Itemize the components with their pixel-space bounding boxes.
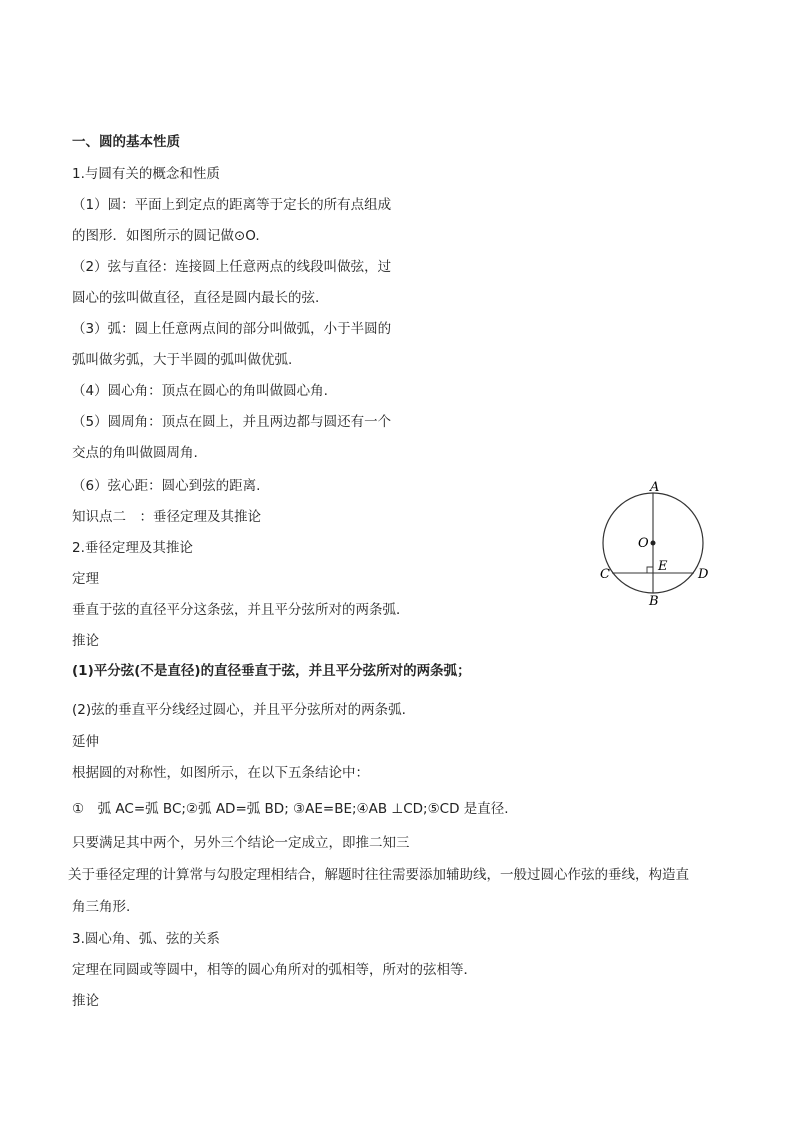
definition-5-line-2: 交点的角叫做圆周角. [72,445,198,461]
theorem-3-text: 定理在同圆或等圆中，相等的圆心角所对的弧相等，所对的弦相等． [72,962,477,978]
label-c: C [600,567,610,582]
corollary-label: 推论 [72,633,99,649]
definition-6: （6）弦心距：圆心到弦的距离. [72,478,261,494]
theorem-text: 垂直于弦的直径平分这条弦，并且平分弦所对的两条弧． [72,602,410,618]
label-d: D [698,567,709,582]
label-b: B [649,594,659,609]
theorem-label: 定理 [72,571,99,587]
label-e: E [658,559,668,574]
two-imply-three: 只要满足其中两个，另外三个结论一定成立，即推二知三 [72,835,410,851]
definition-3-line-1: （3）弧：圆上任意两点间的部分叫做弧，小于半圆的 [72,321,392,337]
right-angle-mark [647,567,653,573]
subsection-title-1: 1.与圆有关的概念和性质 [72,166,220,182]
extension-intro: 根据圆的对称性，如图所示，在以下五条结论中： [72,765,369,781]
label-o: O [638,536,649,551]
subsection-title-2: 2.垂径定理及其推论 [72,540,193,556]
definition-3-line-2: 弧叫做劣弧，大于半圆的弧叫做优弧. [72,352,293,368]
definition-5-line-1: （5）圆周角：顶点在圆上，并且两边都与圆还有一个 [72,414,392,430]
circle-diagram [590,475,720,615]
section-title: 一、圆的基本性质 [72,134,180,150]
subsection-title-3: 3.圆心角、弧、弦的关系 [72,931,220,947]
extension-label: 延伸 [72,734,99,750]
five-conclusions: ① 弧 AC=弧 BC;②弧 AD=弧 BD; ③AE=BE;④AB ⊥CD;⑤CD 是直径. [72,801,509,817]
definition-4: （4）圆心角：顶点在圆心的角叫做圆心角. [72,383,328,399]
definition-2-line-1: （2）弦与直径：连接圆上任意两点的线段叫做弦，过 [72,259,392,275]
calculation-note-line-1: 关于垂径定理的计算常与勾股定理相结合，解题时往往需要添加辅助线，一般过圆心作弦的垂线，构造直 [68,867,689,883]
corollary-2: (2)弦的垂直平分线经过圆心，并且平分弦所对的两条弧. [72,702,406,718]
definition-1-line-1: （1）圆：平面上到定点的距离等于定长的所有点组成 [72,197,392,213]
calculation-note-line-2: 角三角形. [72,899,131,915]
label-a: A [650,480,660,495]
knowledge-point-2: 知识点二 ：垂径定理及其推论 [72,509,261,525]
definition-1-line-2: 的图形．如图所示的圆记做⊙O. [72,228,260,244]
corollary-3-label: 推论 [72,993,99,1009]
corollary-1: (1)平分弦(不是直径)的直径垂直于弦，并且平分弦所对的两条弧； [72,663,471,679]
definition-2-line-2: 圆心的弦叫做直径，直径是圆内最长的弦. [72,290,320,306]
center-point [651,541,656,546]
